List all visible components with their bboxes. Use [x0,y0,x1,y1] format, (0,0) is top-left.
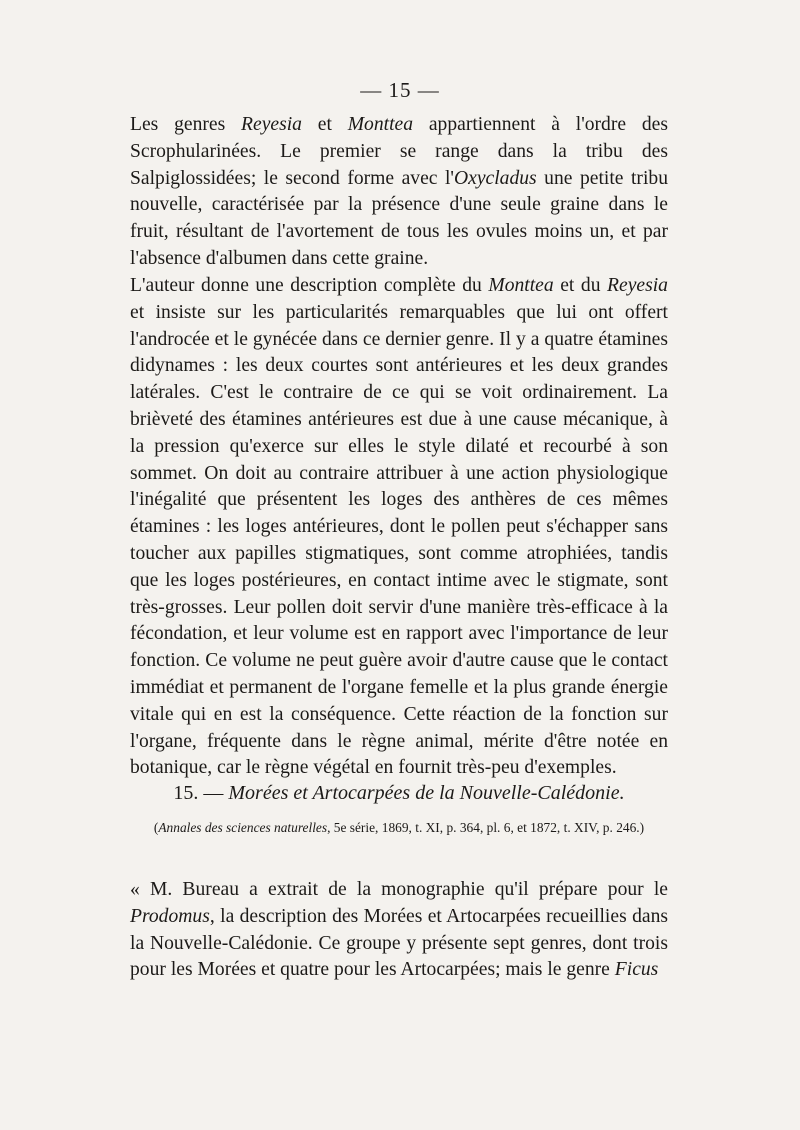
section-heading [130,780,668,806]
citation-open: ( [153,820,159,835]
section-title: Morées et Artocarpées de la Nouvelle-Calédonie. [228,782,625,804]
genus-name: Monttea [488,275,554,296]
genus-name: Ficus [614,959,659,981]
text-run: appartiennent à l'ordre des Scrophularinées. Le premier se range dans la tribu des Salpiglossidées; le second forme avec l' [130,114,668,189]
genus-name: Reyesia [607,275,668,296]
genus-name: Oxycladus [453,167,537,189]
paragraph-description [130,273,668,782]
text-run: et insiste sur les particularités remarquables que lui ont offert l'androcée et le gynécée dans ce dernier genre. Il y a quatre étamines didynames : les deux courtes sont antérieures et les deux grandes latérales. C'est le contraire de ce qui se voit ordinairement. La brièveté des étamines antérieures est due à une cause mécanique, à la pression qu'exerce sur elles le style dilaté et recourbé à son sommet. On doit au contraire attribuer à une action physiologique l'inégalité que présentent les loges des anthères de ces mêmes étamines : les loges antérieures, dont le pollen peut s'échapper sans toucher aux papilles stigmatiques, sont comme atrophiées, tandis que les loges postérieures, en contact intime avec le stigmate, sont très-grosses. Leur pollen doit servir d'une manière très-efficace à la fécondation, et leur volume est en rapport avec l'importance de leur fonction. Ce volume ne peut guère avoir d'autre cause que le contact immédiat et permanent de l'organe femelle et la plus grande énergie vitale qui en est la conséquence. Cette réaction de la fonction sur l'organe, fréquente dans le règne animal, mérite d'être notée en botanique, car le règne végétal en fournit très-peu d'exemples. [130,301,668,779]
paragraph-bureau [130,877,668,984]
citation-details: , 5e série, 1869, t. XI, p. 364, pl. 6, et 1872, t. XIV, p. 246.) [327,820,645,835]
paragraph-1 [130,112,668,273]
text-run: et [301,114,348,135]
genus-name: Reyesia [241,114,302,135]
text-run: , la description des Morées et Artocarpées recueillies dans la Nouvelle-Calédonie. Ce groupe y présente sept genres, dont trois pour les Morées et quatre pour les Artocarpées; mais le genre [130,905,668,981]
text-run: une petite tribu nouvelle, caractérisée par la présence d'une seule graine dans le fruit, résultant de l'avortement de tous les ovules moins un, et par l'absence d'albumen dans cette graine. [130,167,668,269]
paragraph-2 [130,273,668,782]
page-number: — 15 — [360,78,440,102]
text-run: L'auteur donne une description complète du [130,275,489,296]
section-number: 15. — [173,782,224,804]
citation-journal: Annales des sciences naturelles [158,820,328,835]
text-run: « M. Bureau a extrait de la monographie qu'il prépare pour le [130,879,668,900]
paragraph-3 [130,877,668,984]
text-run: Les genres [130,114,242,135]
genus-name: Monttea [347,114,414,135]
citation [130,818,668,838]
text-run: et du [553,275,608,296]
work-title: Prodomus [130,905,210,927]
paragraph-reyesia-monttea [130,112,668,273]
